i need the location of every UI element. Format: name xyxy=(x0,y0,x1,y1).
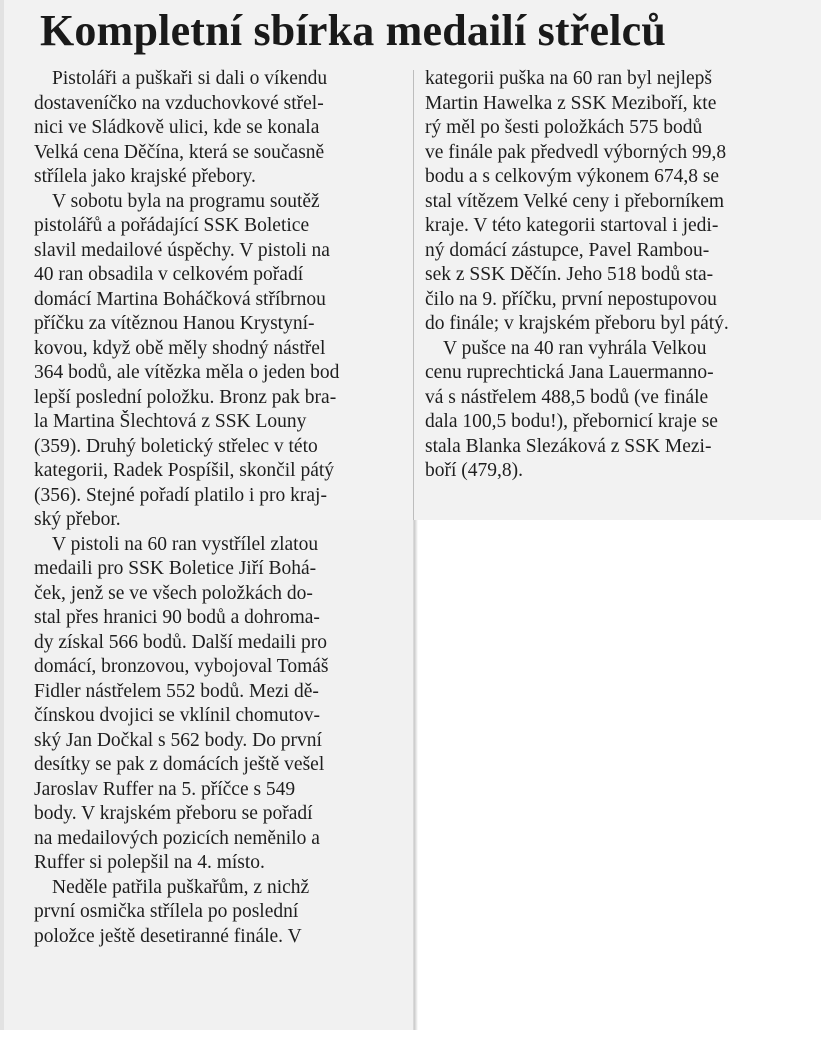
article-text-line: příčku za vítěznou Hanou Krystyní- xyxy=(34,313,315,334)
article-text-line: 40 ran obsadila v celkovém pořadí xyxy=(34,264,304,285)
article-text-line: boří (479,8). xyxy=(425,460,524,481)
article-text-line: Fidler nástřelem 552 bodů. Mezi dě- xyxy=(34,680,319,702)
article-column-left xyxy=(34,67,408,949)
article-text-line: kategorii puška na 60 ran byl nejlepš xyxy=(425,68,713,89)
article-text-line: čilo na 9. příčku, první nepostupovou xyxy=(425,288,717,310)
article-text-line: domácí, bronzovou, vybojoval Tomáš xyxy=(34,656,329,677)
article-text-line: Ruffer si polepšil na 4. místo. xyxy=(34,852,265,873)
article-text-line: body. V krajském přeboru se pořadí xyxy=(34,803,313,824)
article-headline: Kompletní sbírka medailí střelců xyxy=(40,6,667,55)
article-text-line: položce ještě desetiranné finále. V xyxy=(34,925,302,947)
article-text-line: nici ve Sládkově ulici, kde se konala xyxy=(34,117,320,138)
article-text-line: Neděle patřila puškařům, z nichž xyxy=(52,876,310,898)
article-text-line: Pistoláři a puškaři si dali o víkendu xyxy=(52,68,328,89)
article-text-line: Velká cena Děčína, která se současně xyxy=(34,141,325,163)
article-text-line: čínskou dvojici se vklínil chomutov- xyxy=(34,705,320,726)
article-text-line: dy získal 566 bodů. Další medaili pro xyxy=(34,631,327,653)
article-text-line: bodu a s celkovým výkonem 674,8 se xyxy=(425,166,720,187)
article-text-line: stal přes hranici 90 bodů a dohroma- xyxy=(34,607,320,628)
article-text-line: na medailových pozicích neměnilo a xyxy=(34,827,320,849)
article-text-line: do finále; v krajském přeboru byl pátý. xyxy=(425,313,729,334)
article-text-line: desítky se pak z domácích ještě vešel xyxy=(34,754,325,775)
article-text-line: medaili pro SSK Boletice Jiří Bohá- xyxy=(34,558,317,579)
article-text-line: V pušce na 40 ran vyhrála Velkou xyxy=(443,337,707,359)
article-column-right xyxy=(425,67,795,484)
article-text-line: Jaroslav Ruffer na 5. příčce s 549 xyxy=(34,778,296,800)
article-text-line: stala Blanka Slezáková z SSK Mezi- xyxy=(425,435,712,457)
article-text-line: vá s nástřelem 488,5 bodů (ve finále xyxy=(425,386,709,408)
article-text-line: pistolářů a pořádající SSK Boletice xyxy=(34,215,310,236)
article-text-line: první osmička střílela po poslední xyxy=(34,901,299,922)
article-text-line: V sobotu byla na programu soutěž xyxy=(52,190,320,212)
article-text-line: sek z SSK Děčín. Jeho 518 bodů sta- xyxy=(425,264,714,285)
article-text-line: kategorii, Radek Pospíšil, skončil pátý xyxy=(34,460,335,481)
article-text-line: ský Jan Dočkal s 562 body. Do první xyxy=(34,729,322,751)
article-text-line: Martin Hawelka z SSK Meziboří, kte xyxy=(425,92,717,114)
article-text-line: V pistoli na 60 ran vystřílel zlatou xyxy=(52,533,319,555)
article-text-line: střílela jako krajské přebory. xyxy=(34,166,256,187)
article-text-line: lepší poslední položku. Bronz pak bra- xyxy=(34,386,337,408)
article-text-line: slavil medailové úspěchy. V pistoli na xyxy=(34,239,330,261)
blank-scan-area xyxy=(418,520,821,1046)
article-text-line: 364 bodů, ale vítězka měla o jeden bod xyxy=(34,362,340,383)
column-divider xyxy=(413,70,414,520)
article-text-line: dostaveníčko na vzduchovkové střel- xyxy=(34,92,324,114)
article-text-line: ský přebor. xyxy=(34,509,121,530)
article-text-line: domácí Martina Boháčková stříbrnou xyxy=(34,288,326,310)
article-text-line: ný domácí zástupce, Pavel Rambou- xyxy=(425,239,710,261)
article-text-line: (359). Druhý boletický střelec v této xyxy=(34,435,318,457)
blank-scan-bottom xyxy=(0,1030,418,1046)
article-text-line: stal vítězem Velké ceny i přeborníkem xyxy=(425,190,725,212)
article-text-line: dala 100,5 bodu!), přebornicí kraje se xyxy=(425,411,718,432)
article-text-line: kraje. V této kategorii startoval i jedi- xyxy=(425,215,719,236)
article-text-line: kovou, když obě měly shodný nástřel xyxy=(34,337,326,359)
article-text-line: rý měl po šesti položkách 575 bodů xyxy=(425,117,703,138)
article-text-line: (356). Stejné pořadí platilo i pro kraj- xyxy=(34,484,327,506)
article-text-line: ve finále pak předvedl výborných 99,8 xyxy=(425,141,727,163)
clipping-left-edge xyxy=(0,0,4,1030)
article-text-line: cenu ruprechtická Jana Lauermanno- xyxy=(425,362,714,383)
article-text-line: la Martina Šlechtová z SSK Louny xyxy=(34,411,307,432)
article-text-line: ček, jenž se ve všech položkách do- xyxy=(34,582,313,604)
